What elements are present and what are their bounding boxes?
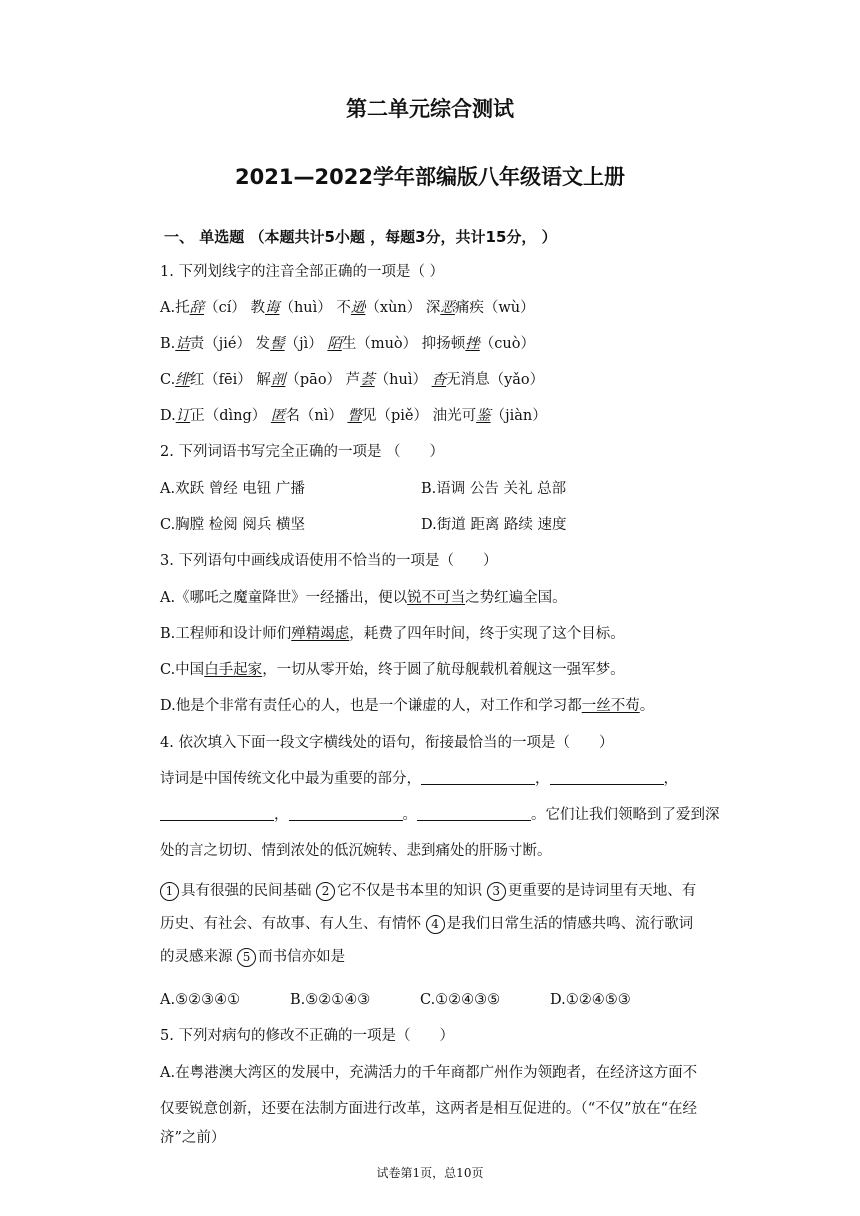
question-5-option-a-line-2: 仅要锐意创新，还要在法制方面进行改革，这两者是相互促进的。（“不仅”放在“在经 xyxy=(160,1101,697,1117)
question-1-option-d: D.订正（dìng） 匿名（nì） 瞥见（piě） 油光可鉴（jiàn） xyxy=(160,408,547,424)
answer-blank[interactable] xyxy=(550,770,664,785)
page-subtitle: 2021—2022学年部编版八年级语文上册 xyxy=(235,165,625,189)
answer-blank[interactable] xyxy=(289,806,403,821)
question-3-stem: 3. 下列语句中画线成语使用不恰当的一项是（ ） xyxy=(160,553,498,569)
question-1-option-c: C.绯红（fēi） 解剖（pāo） 芦荟（huì） 杳无消息（yǎo） xyxy=(160,372,545,388)
question-2-option-a: A.欢跃 曾经 电钮 广播 xyxy=(160,481,305,497)
question-3-option-d: D.他是个非常有责任心的人，也是一个谦虚的人，对工作和学习都一丝不苟。 xyxy=(160,698,655,714)
question-4-sentences-line-1: 1 具有很强的民间基础 2 它不仅是书本里的知识 3 更重要的是诗词里有天地、有 xyxy=(160,881,696,901)
question-1-stem: 1. 下列划线字的注音全部正确的一项是（ ） xyxy=(160,264,445,280)
question-2-option-d: D.街道 距离 路续 速度 xyxy=(421,517,567,533)
question-5-stem: 5. 下列对病句的修改不正确的一项是（ ） xyxy=(160,1028,454,1044)
question-3-option-b: B.工程师和设计师们殚精竭虑，耗费了四年时间，终于实现了这个目标。 xyxy=(160,626,625,642)
question-4-option-b: B.⑤②①④③ xyxy=(290,992,371,1008)
question-4-option-c: C.①②④③⑤ xyxy=(420,992,501,1008)
section-heading: 一、 单选题 （本题共计5小题 ，每题3分，共计15分， ） xyxy=(164,228,557,246)
question-4-passage-line-1: 诗词是中国传统文化中最为重要的部分， ， ， xyxy=(160,771,678,787)
question-4-option-d: D.①②④⑤③ xyxy=(550,992,631,1008)
page-title: 第二单元综合测试 xyxy=(346,97,514,121)
page-footer: 试卷第1页，总10页 xyxy=(376,1166,484,1180)
answer-blank[interactable] xyxy=(417,806,531,821)
question-3-option-c: C.中国白手起家，一切从零开始，终于圆了航母舰载机着舰这一强军梦。 xyxy=(160,662,625,678)
question-3-option-a: A.《哪吒之魔童降世》一经播出，便以锐不可当之势红遍全国。 xyxy=(160,590,567,606)
question-4-sentences-line-2: 历史、有社会、有故事、有人生、有情怀 4 是我们日常生活的情感共鸣、流行歌词 xyxy=(160,916,694,932)
question-4-passage-line-2: ， 。 。它们让我们领略到了爱到深 xyxy=(160,805,720,825)
question-1-option-a: A.托辞（cí） 教诲（huì） 不逊（xùn） 深恶痛疾（wù） xyxy=(160,300,535,316)
question-2-stem: 2. 下列词语书写完全正确的一项是 （ ） xyxy=(160,444,445,460)
question-2-option-b: B.语调 公告 关礼 总部 xyxy=(421,481,567,497)
question-2-option-c: C.胸膛 检阅 阅兵 横坚 xyxy=(160,517,306,533)
question-1-option-b: B.诘责（jié） 发髻（jì） 陌生（muò） 抑扬顿挫（cuò） xyxy=(160,336,535,352)
question-5-option-a-line-3: 济”之前） xyxy=(160,1130,226,1146)
question-4-passage-line-3: 处的言之切切、情到浓处的低沉婉转、悲到痛处的肝肠寸断。 xyxy=(160,843,552,859)
question-5-option-a-line-1: A.在粤港澳大湾区的发展中，充满活力的千年商都广州作为领跑者，在经济这方面不 xyxy=(160,1065,698,1081)
question-4-option-a: A.⑤②③④① xyxy=(160,992,241,1008)
answer-blank[interactable] xyxy=(421,770,535,785)
question-4-sentences-line-3: 的灵感来源 5 而书信亦如是 xyxy=(160,949,346,965)
answer-blank[interactable] xyxy=(160,806,274,821)
question-4-stem: 4. 依次填入下面一段文字横线处的语句，衔接最恰当的一项是（ ） xyxy=(160,735,614,751)
